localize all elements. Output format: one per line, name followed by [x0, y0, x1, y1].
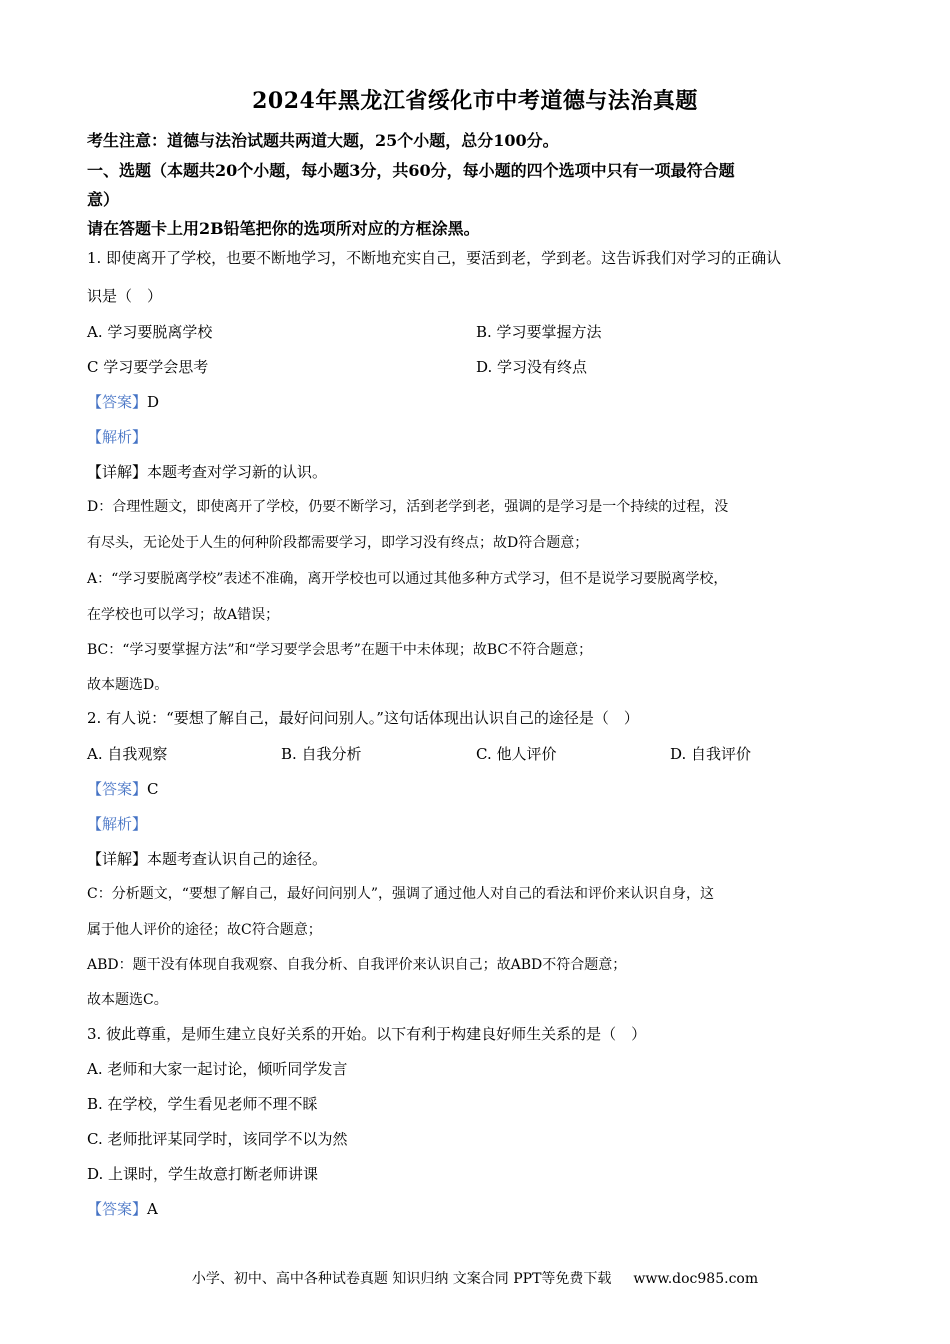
footer-link[interactable]: www.doc985.com: [633, 1271, 759, 1287]
answer-tag: 【答案】: [87, 393, 148, 411]
instruction: 请在答题卡上用2B铅笔把你的选项所对应的方框涂黑。: [87, 219, 480, 238]
q2-option-d: D. 自我评价: [670, 745, 752, 763]
q1-explanation-a: A：“学习要脱离学校”表述不准确，离开学校也可以通过其他多种方式学习，但不是说学习要脱离学校，: [87, 571, 728, 587]
q1-stem: 1. 即使离开了学校，也要不断地学习，不断地充实自己，要活到老，学到老。这告诉我们对学习的正确认: [87, 249, 782, 267]
detail-text: 本题考查对学习新的认识。: [147, 463, 328, 481]
answer-value: D: [147, 393, 160, 411]
exam-notice: 考生注意：道德与法治试题共两道大题，25个小题，总分100分。: [87, 131, 559, 150]
q1-stem-cont: 识是（ ）: [87, 287, 163, 305]
q1-option-b: B. 学习要掌握方法: [476, 323, 602, 341]
q1-detail: [87, 462, 327, 482]
q3-stem: 3. 彼此尊重，是师生建立良好关系的开始。以下有利于构建良好师生关系的是（ ）: [87, 1025, 647, 1043]
answer-value: A: [147, 1200, 158, 1218]
q1-explanation-d-cont: 有尽头，无论处于人生的何种阶段都需要学习，即学习没有终点；故D符合题意；: [87, 535, 589, 551]
answer-value: C: [147, 780, 159, 798]
detail-text: 本题考查认识自己的途径。: [147, 850, 328, 868]
answer-tag: 【答案】: [87, 780, 148, 798]
q1-option-d: D. 学习没有终点: [476, 358, 588, 376]
q2-explanation-c: C：分析题文，“要想了解自己，最好问问别人”，强调了通过他人对自己的看法和评价来认识自身，这: [87, 886, 715, 902]
detail-tag: 【详解】: [87, 850, 148, 868]
q2-option-b: B. 自我分析: [281, 745, 362, 763]
q3-option-b: B. 在学校，学生看见老师不理不睬: [87, 1095, 318, 1113]
q3-answer: [87, 1199, 158, 1219]
q1-option-a: A. 学习要脱离学校: [87, 323, 213, 341]
q1-explanation-a-cont: 在学校也可以学习；故A错误；: [87, 607, 280, 623]
page-footer: [0, 1268, 950, 1288]
q1-option-c: C 学习要学会思考: [87, 358, 209, 376]
q2-answer: [87, 779, 159, 799]
q1-conclusion: 故本题选D。: [87, 677, 169, 693]
q1-explanation-bc: BC：“学习要掌握方法”和“学习要学会思考”在题干中未体现；故BC不符合题意；: [87, 642, 593, 658]
q1-answer: [87, 392, 159, 412]
q2-explanation-abd: ABD：题干没有体现自我观察、自我分析、自我评价来认识自己；故ABD不符合题意；: [87, 957, 627, 973]
page-title: 2024年黑龙江省绥化市中考道德与法治真题: [252, 88, 698, 114]
q3-option-d: D. 上课时，学生故意打断老师讲课: [87, 1165, 319, 1183]
q3-option-c: C. 老师批评某同学时，该同学不以为然: [87, 1130, 348, 1148]
answer-tag: 【答案】: [87, 1200, 148, 1218]
q2-option-c: C. 他人评价: [476, 745, 557, 763]
q2-conclusion: 故本题选C。: [87, 992, 168, 1008]
q2-detail: [87, 849, 327, 869]
q2-option-a: A. 自我观察: [87, 745, 168, 763]
q3-option-a: A. 老师和大家一起讨论，倾听同学发言: [87, 1060, 348, 1078]
q1-explanation-d: D：合理性题文，即使离开了学校，仍要不断学习，活到老学到老，强调的是学习是一个持续的过程，没: [87, 499, 729, 515]
section-heading-cont: 意）: [87, 190, 120, 209]
detail-tag: 【详解】: [87, 463, 148, 481]
section-heading: 一、选题（本题共20个小题，每小题3分，共60分，每小题的四个选项中只有一项最符合题: [87, 161, 735, 180]
q2-stem: 2. 有人说：“要想了解自己，最好问问别人。”这句话体现出认识自己的途径是（ ）: [87, 709, 639, 727]
footer-text: 小学、初中、高中各种试卷真题 知识归纳 文案合同 PPT等免费下载: [191, 1271, 612, 1287]
q2-analysis-tag: 【解析】: [87, 815, 148, 833]
q1-analysis-tag: 【解析】: [87, 428, 148, 446]
q2-explanation-c-cont: 属于他人评价的途径；故C符合题意；: [87, 922, 322, 938]
